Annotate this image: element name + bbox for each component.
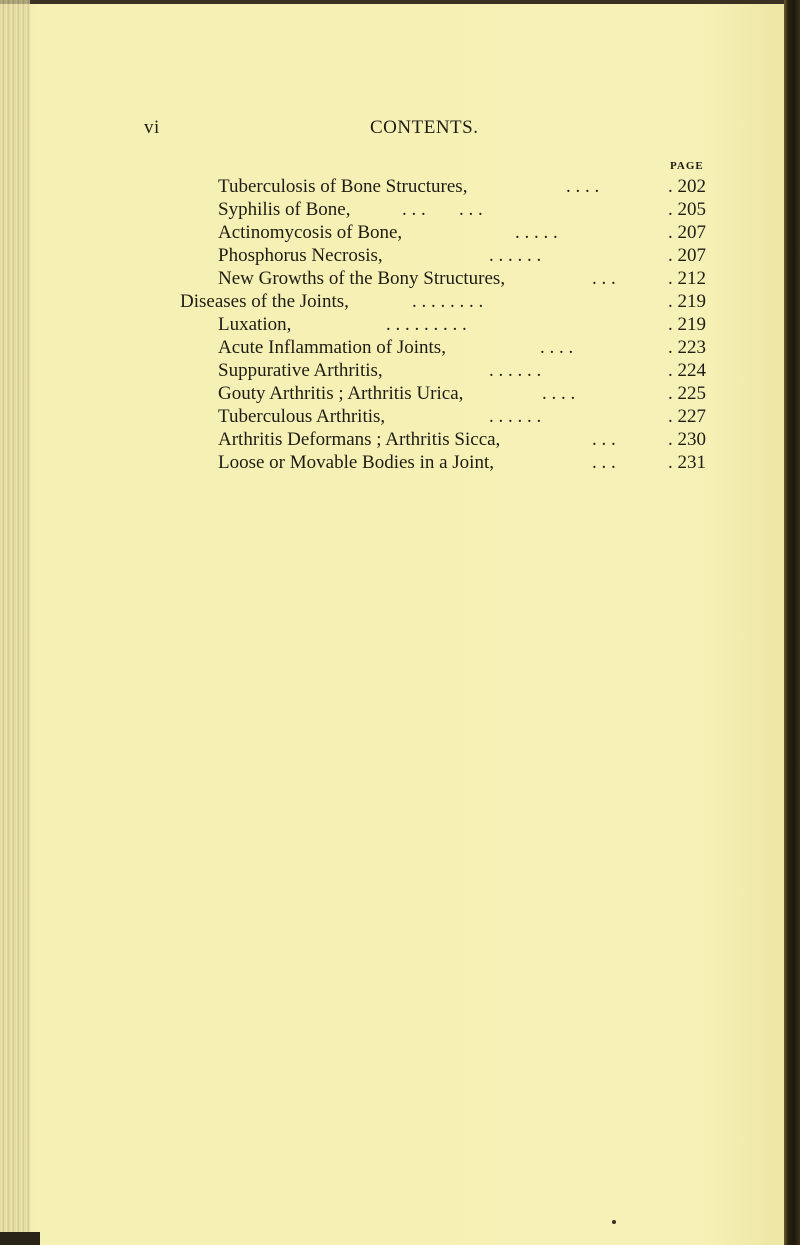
toc-entry-leaders: . . . [592,429,616,450]
page-column-label: PAGE [670,160,704,172]
running-title: CONTENTS. [370,117,479,138]
toc-entry [0,268,800,292]
toc-entry-page: . 207 [668,222,706,243]
toc-entry-label: Acute Inflammation of Joints, [218,337,446,358]
toc-entry-leaders: . . . . [542,383,576,404]
toc-entry-leaders: . . . . . . . . [412,291,484,312]
toc-entry-leaders: . . . . . [515,222,558,243]
toc-entry-page: . 212 [668,268,706,289]
toc-entry-label: Tuberculous Arthritis, [218,406,386,427]
toc-entry-label: Phosphorus Necrosis, [218,245,383,266]
toc-entry [0,383,800,407]
toc-entry-label: Diseases of the Joints, [180,291,349,312]
toc-entry [0,176,800,200]
toc-entry [0,429,800,453]
toc-entry [0,291,800,315]
page-number: vi [144,117,160,138]
toc-entry-leaders: . . . [592,268,616,289]
toc-entry-page: . 219 [668,314,706,335]
toc-entry-page: . 207 [668,245,706,266]
toc-entry-leaders: . . . [592,452,616,473]
toc-entry-label: Gouty Arthritis ; Arthritis Urica, [218,383,464,404]
toc-entry-page: . 225 [668,383,706,404]
toc-entry-label: Tuberculosis of Bone Structures, [218,176,468,197]
toc-entry-label: Arthritis Deformans ; Arthritis Sicca, [218,429,501,450]
toc-entry-leaders: . . . . . . [489,245,542,266]
toc-entry-page: . 231 [668,452,706,473]
top-edge [0,0,790,4]
toc-entry-label: Actinomycosis of Bone, [218,222,403,243]
toc-entry-page: . 223 [668,337,706,358]
toc-entry-leaders: . . . . [566,176,600,197]
toc-entry-leaders: . . . . [540,337,574,358]
toc-entry [0,199,800,223]
toc-entry [0,360,800,384]
binding-corner [0,1232,40,1245]
toc-entry-label: New Growths of the Bony Structures, [218,268,506,289]
toc-entry-label: Suppurative Arthritis, [218,360,383,381]
toc-entry-leaders: . . . . . . [402,199,483,220]
toc-entry-page: . 205 [668,199,706,220]
toc-entry-page: . 202 [668,176,706,197]
toc-entry [0,222,800,246]
toc-entry-label: Loose or Movable Bodies in a Joint, [218,452,494,473]
toc-entry-page: . 230 [668,429,706,450]
toc-entry-leaders: . . . . . . [489,406,542,427]
toc-entry-label: Luxation, [218,314,292,335]
toc-entry [0,245,800,269]
toc-entry [0,337,800,361]
toc-entry [0,452,800,476]
toc-entry [0,406,800,430]
toc-entry-leaders: . . . . . . . . . [386,314,467,335]
toc-entry-label: Syphilis of Bone, [218,199,351,220]
toc-entry-page: . 219 [668,291,706,312]
page-header [0,117,800,145]
toc-entry-leaders: . . . . . . [489,360,542,381]
toc-entry-page: . 227 [668,406,706,427]
toc-entry-page: . 224 [668,360,706,381]
toc-entry [0,314,800,338]
ink-speck [612,1220,616,1224]
